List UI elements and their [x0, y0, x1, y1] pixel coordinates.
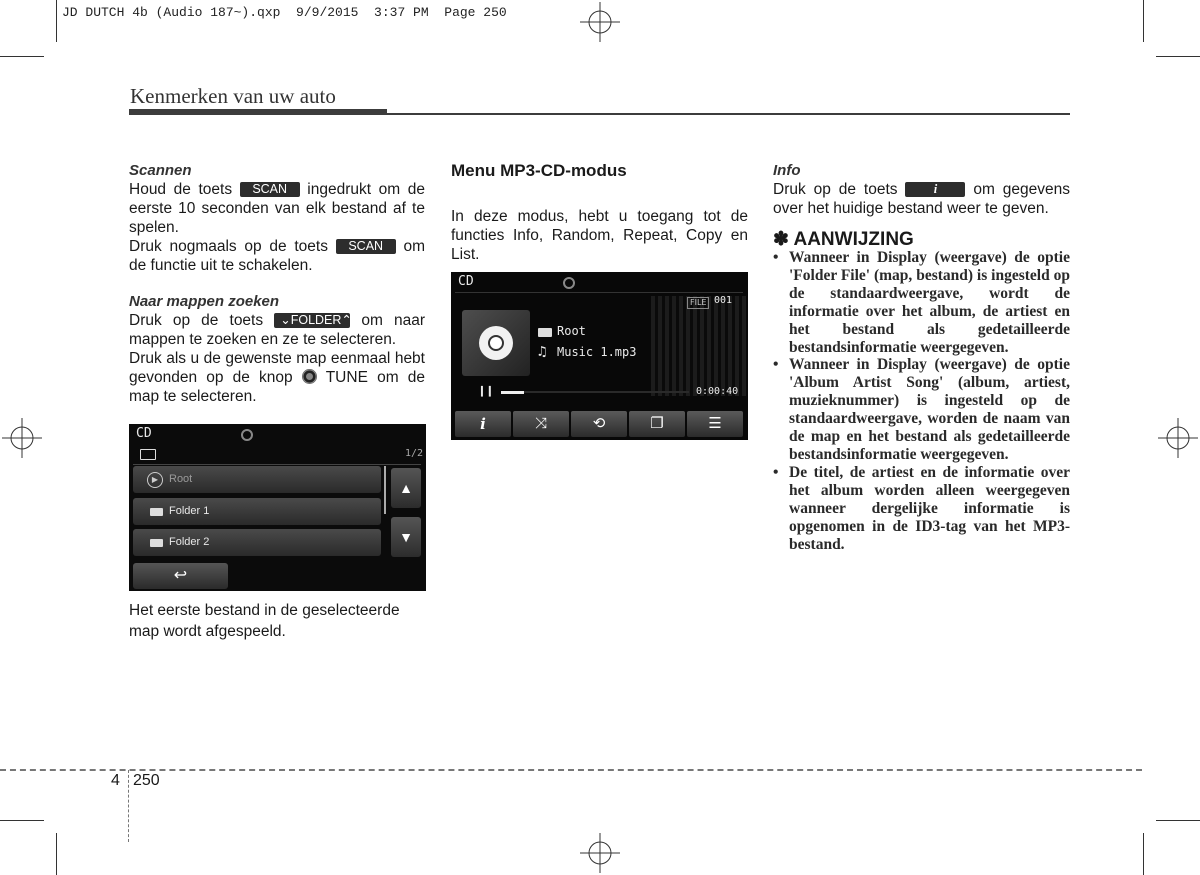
after-screen-text: Het eerste bestand in de geselecteerde map wordt afgespeeld.	[129, 602, 400, 640]
repeat-button[interactable]	[571, 411, 627, 437]
folder-heading: Naar mappen zoeken	[129, 293, 280, 310]
scroll-up-button[interactable]: ▲	[391, 468, 421, 508]
progress-bar[interactable]	[501, 391, 689, 393]
folder-button-label: FOLDER	[290, 313, 342, 327]
print-header: JD DUTCH 4b (Audio 187~).qxp 9/9/2015 3:37 PM Page 250	[62, 5, 507, 20]
scrollbar[interactable]	[384, 466, 386, 514]
disc-icon	[479, 326, 513, 360]
menu-paragraph: In deze modus, hebt u toegang tot de functies Info, Random, Repeat, Copy en List.	[451, 208, 748, 263]
folder-open-icon	[140, 449, 156, 460]
text: Druk op de toets	[129, 312, 264, 329]
text: TUNE om de map te selecteren.	[129, 369, 425, 405]
chapter-number: 4	[111, 772, 120, 789]
folder-paragraph-1	[129, 311, 425, 349]
track-name: Music 1.mp3	[557, 345, 637, 359]
screen-title: CD	[458, 274, 474, 289]
disc-indicator-icon	[563, 277, 575, 289]
list-button[interactable]	[687, 411, 743, 437]
list-item: • De titel, de artiest en de informatie over het album worden alleen weergegeven wanneer dergelijke informatie is opgenomen in de ID3-tag van het MP3-bestand.	[773, 464, 1070, 554]
progress-fill	[501, 391, 524, 394]
registration-mark-icon	[580, 2, 620, 42]
list-item-label: Folder 1	[169, 505, 210, 517]
copy-icon: ❐	[650, 415, 664, 432]
text: om gegevens over het huidige bestand weer te geven.	[773, 181, 1071, 217]
back-arrow-icon: ↩	[173, 567, 188, 584]
repeat-icon: ⟲	[592, 415, 606, 432]
folder-paragraph-2	[129, 349, 425, 406]
music-note-icon: ♫	[538, 344, 547, 360]
crop-mark	[56, 833, 57, 875]
registration-mark-icon	[2, 418, 42, 458]
crop-mark	[0, 820, 44, 821]
note-bullets	[773, 249, 1070, 553]
random-button[interactable]	[513, 411, 569, 437]
folder-screen	[129, 424, 426, 591]
file-badge	[687, 297, 709, 309]
crop-mark	[0, 56, 44, 57]
text: Druk nogmaals op de toets	[129, 238, 328, 255]
info-paragraph	[773, 180, 1070, 218]
scan-paragraph-2	[129, 237, 425, 275]
menu-heading: Menu MP3-CD-modus	[451, 161, 627, 180]
pause-icon[interactable]: ❙❙	[478, 384, 494, 399]
registration-mark-icon	[1158, 418, 1198, 458]
text: ingedrukt om de eerste 10 seconden van elk bestand af te spelen.	[129, 181, 425, 236]
info-button-glyph: i	[905, 182, 965, 197]
tune-knob-icon	[302, 369, 317, 384]
list-item-folder-1[interactable]	[133, 498, 381, 525]
text: om de functie uit te schakelen.	[129, 238, 426, 274]
file-number: 001	[714, 295, 733, 306]
crop-mark	[1143, 0, 1144, 42]
title-rule	[387, 113, 1070, 115]
crop-mark	[56, 0, 57, 42]
chapter-title: Kenmerken van uw auto	[130, 84, 336, 108]
scan-button: SCAN	[240, 182, 300, 197]
crop-mark	[1156, 56, 1200, 57]
note-title: ✽ AANWIJZING	[773, 229, 914, 250]
text: Druk als u de gewenste map eenmaal hebt gevonden op de knop	[129, 350, 425, 386]
disc-indicator-icon	[241, 429, 253, 441]
equalizer-visual	[651, 296, 746, 396]
scan-paragraph-1	[129, 180, 425, 237]
footer-rule	[128, 770, 129, 842]
divider	[133, 464, 421, 465]
folder-icon	[150, 539, 163, 547]
list-icon: ☰	[708, 415, 722, 432]
info-button[interactable]: i	[455, 411, 511, 437]
text: Houd de toets	[129, 181, 233, 198]
right-column	[773, 161, 1070, 553]
file-badge-label: FILE	[690, 298, 707, 307]
list-item-folder-2[interactable]	[133, 529, 381, 556]
list-item-label: Folder 2	[169, 536, 210, 548]
title-rule	[129, 109, 387, 115]
list-item: • Wanneer in Display (weergave) de optie 'Album Artist Song' (album, artiest, muzieknummer) is ingesteld op de standaardweergave, worden de naam van de map en het bestand als gedetailleerde bestandsinformatie weergegeven.	[773, 356, 1070, 463]
list-item-label: Root	[169, 473, 193, 485]
crop-mark	[1143, 833, 1144, 875]
info-heading: Info	[773, 162, 801, 179]
scroll-down-button[interactable]: ▼	[391, 517, 421, 557]
list-item-root[interactable]	[133, 466, 381, 493]
left-column	[129, 161, 425, 406]
scan-heading: Scannen	[129, 162, 192, 179]
text: Druk op de toets	[773, 181, 898, 198]
screen-title: CD	[136, 426, 152, 441]
album-art-icon	[462, 310, 530, 376]
registration-mark-icon	[580, 833, 620, 873]
shuffle-icon: ⤨	[534, 415, 547, 432]
divider	[455, 292, 743, 293]
folder-name: Root	[557, 324, 586, 338]
folder-icon	[150, 508, 163, 516]
page-number: 250	[133, 772, 160, 789]
text: om naar mappen te zoeken en ze te selecteren.	[129, 312, 425, 348]
player-screen	[451, 272, 748, 440]
back-button[interactable]	[133, 563, 228, 589]
crop-mark	[1156, 820, 1200, 821]
folder-icon	[538, 328, 552, 337]
scan-button: SCAN	[336, 239, 396, 254]
elapsed-time: 0:00:40	[696, 386, 739, 397]
list-item: • Wanneer in Display (weergave) de optie 'Folder File' (map, bestand) is ingesteld op de standaardweergave, wordt de informatie over het album, de artiest en het bestand als gedetailleerde bestandsinformatie weergegeven.	[773, 249, 1070, 356]
play-icon: ▶	[147, 472, 163, 488]
copy-button[interactable]	[629, 411, 685, 437]
middle-column	[451, 161, 748, 264]
footer-rule	[0, 769, 1142, 771]
page-indicator: 1/2	[405, 448, 424, 459]
folder-button: ⌄FOLDER⌃	[274, 313, 350, 328]
